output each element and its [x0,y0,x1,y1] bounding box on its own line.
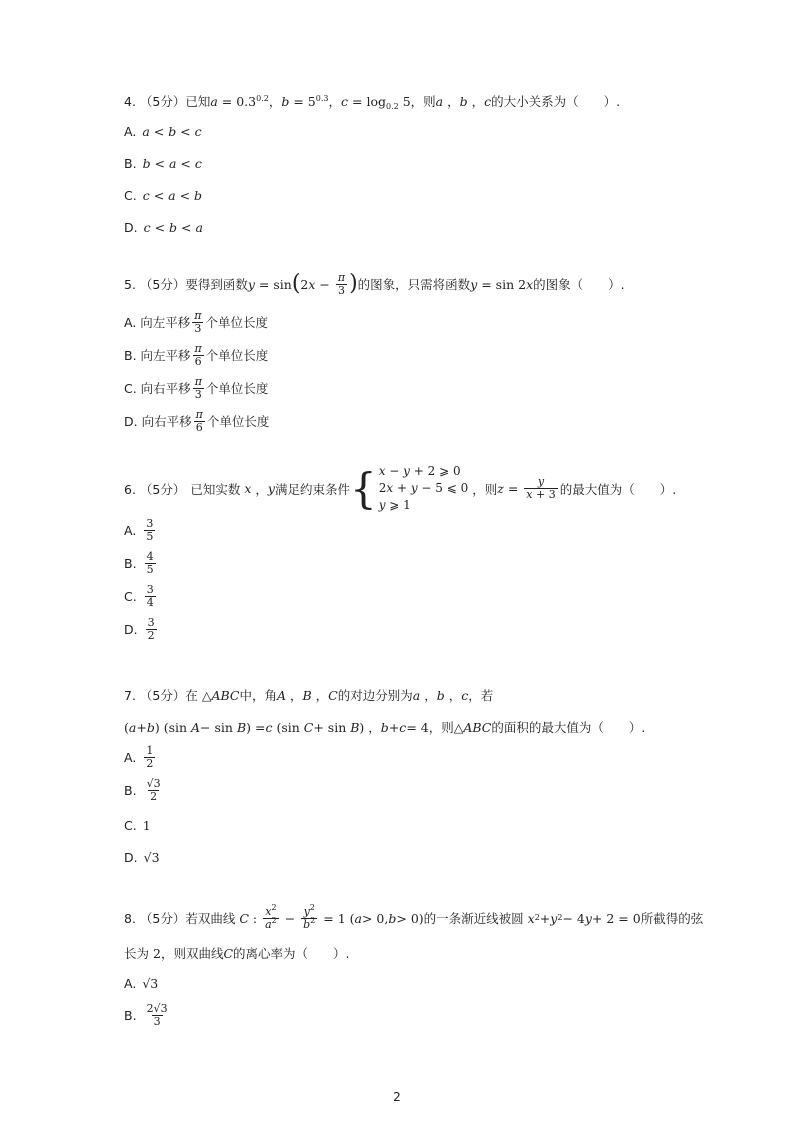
question-8-prefix: 8. （5分）若双曲线 [124,911,236,927]
question-4-prefix: 4. （5分）已知 [124,94,211,109]
option-tail: 个单位长度 [205,381,269,397]
question-5-option-d[interactable] [124,409,269,433]
question-8-stem-line2: 长为 2 ，则双曲线 C 的离心率为（ ）. [124,945,350,961]
frac-num: 4 [146,550,154,563]
frac-num: π [194,309,202,322]
q6-text: 满足约束条件 [274,481,350,497]
question-5-stem: 5. （5分）要得到函数 y = sin ( 2 x − $\frac{\pi}{3}$ ) 的图象，只需将函数 y = sin 2 x 的图象（ ）. [124,271,625,297]
q8-text: 的一条渐近线被圆 [423,911,524,927]
frac-den: 4 [146,595,154,609]
question-5-prefix: 5. （5分）要得到函数 [124,277,248,293]
option-tail: 个单位长度 [205,315,269,331]
question-5-option-a[interactable] [124,310,268,334]
question-7-stem-line2: ( a + b ) (sin A − sin B ) = c (sin C + sin B ) ， b + c = 4 ，则 △ ABC 的面积的最大值为（ ）. [124,719,646,735]
question-7-stem-line1: 7. （5分）在 △ ABC 中，角 A ， B ， C 的对边分别为 a ， b ， c ，若 [124,687,494,703]
frac-num: 3 [147,616,155,629]
q8-text: ，则双曲线 [160,946,224,961]
option-label: D. [124,621,138,637]
question-7-option-d[interactable] [124,850,160,865]
q5-mid-text: 的图象，只需将函数 [357,277,471,293]
question-6-option-a[interactable] [124,518,157,542]
separator: ， [328,94,342,109]
constraint-system: x − y + 2 ⩾ 0 2x + y − 5 ⩽ 0 y ⩾ 1 [378,464,469,512]
frac-num: 1 [146,744,154,757]
question-7-prefix: 7. （5分）在 [124,688,198,703]
option-value: √3 [143,850,160,865]
question-4-option-c[interactable]: C. c < a < b [124,188,203,203]
option-label: D. 向右平移 [124,414,192,430]
q8-question-text: 的离心率为（ ）. [233,946,350,961]
option-label: B. [124,555,137,571]
question-8-option-b[interactable] [124,1003,172,1027]
option-value: 1 [142,818,151,833]
frac-den: 3 [194,321,202,335]
q6-text: 已知实数 [190,481,241,497]
option-label: C. [124,588,137,604]
q7-text: 中，角 [239,688,277,703]
frac-den: 3 [194,387,202,401]
frac-num: 2√3 [146,1002,168,1015]
q7-text: ，若 [468,688,494,703]
q5-question-text: 的图象（ ）. [533,277,625,293]
q6-text: ，则 [472,481,498,497]
page-number: 2 [393,1090,401,1104]
option-label: B. 向左平移 [124,348,191,364]
option-label: D. [124,220,138,235]
q7-text: 的对边分别为 [337,688,413,703]
question-4-option-a[interactable]: A. a < b < c [124,124,202,139]
option-label: C. 向右平移 [124,381,191,397]
separator: ， [268,94,282,109]
question-6-stem: 6. （5分） 已知实数 x ， y 满足约束条件 { x − y + 2 ⩾ 0 2x + y − 5 ⩽ 0 y ⩾ 1 ，则 z = $\frac{y}{x + 3}$ 的最大值为（ ）. [124,463,677,513]
question-5-option-b[interactable] [124,343,268,367]
option-tail: 个单位长度 [205,348,269,364]
question-6-prefix: 6. （5分） [124,481,186,497]
option-label: B. [124,156,137,171]
frac-den: 5 [146,562,154,576]
question-5-option-c[interactable] [124,376,268,400]
option-tail: 个单位长度 [206,414,270,430]
frac-num: π [194,342,202,355]
q7-question-text: 的面积的最大值为（ ）. [491,720,646,735]
frac-den: 2 [150,789,158,803]
frac-den: 5 [146,529,154,543]
q4-then-text: ，则 [410,94,436,109]
frac-num: π [194,375,202,388]
frac-num: π [195,408,203,421]
option-label: B. [124,1007,137,1023]
frac-den: 2 [146,756,154,770]
q6-question-text: 的最大值为（ ）. [559,481,677,497]
option-label: A. [124,124,137,139]
question-4-stem: 4. （5分）已知 a = $0.3^{0.2}$ ， b = $5^{0.3}$ ， c = $\log_{0.2} 5$ ，则 a ， b ， c 的大小关系为（ ）. [124,93,621,111]
question-4-option-d[interactable]: D. c < b < a [124,220,203,235]
question-8-stem-line1: 8. （5分）若双曲线 C : $\frac{x^2}{a^2}$ − $\frac{y^2}{b^2}$ = 1 ( a > 0, b > 0) 的一条渐近线被圆 x 2 + y 2 − 4 y + 2 = 0 所截得的弦 [124,903,704,931]
q8-text: 所截得的弦 [640,911,704,927]
option-label: B. [124,782,137,798]
question-4-option-b[interactable]: B. b < a < c [124,156,202,171]
q7-text: ，则 [428,720,454,735]
option-label: C. [124,188,137,203]
question-8-option-a[interactable] [124,976,158,991]
option-label: A. [124,522,137,538]
frac-den: 2 [147,628,155,642]
option-label: A. [124,976,137,991]
option-label: D. [124,850,138,865]
q8-text: 长为 [124,946,150,961]
question-7-option-c[interactable] [124,818,151,833]
option-value: √3 [142,976,159,991]
question-6-option-c[interactable] [124,584,158,608]
q4-question-text: 的大小关系为（ ）. [491,94,621,109]
option-label: A. 向左平移 [124,315,191,331]
question-7-option-a[interactable] [124,745,157,769]
frac-num: 3 [146,583,154,596]
option-label: C. [124,818,137,833]
option-label: A. [124,749,137,765]
frac-den: 3 [153,1014,161,1028]
frac-den: 6 [194,354,202,368]
frac-num: 3 [146,517,154,530]
question-6-option-d[interactable] [124,617,159,641]
question-6-option-b[interactable] [124,551,158,575]
frac-den: 6 [195,420,203,434]
frac-num: √3 [146,777,161,790]
question-7-option-b[interactable] [124,778,165,802]
